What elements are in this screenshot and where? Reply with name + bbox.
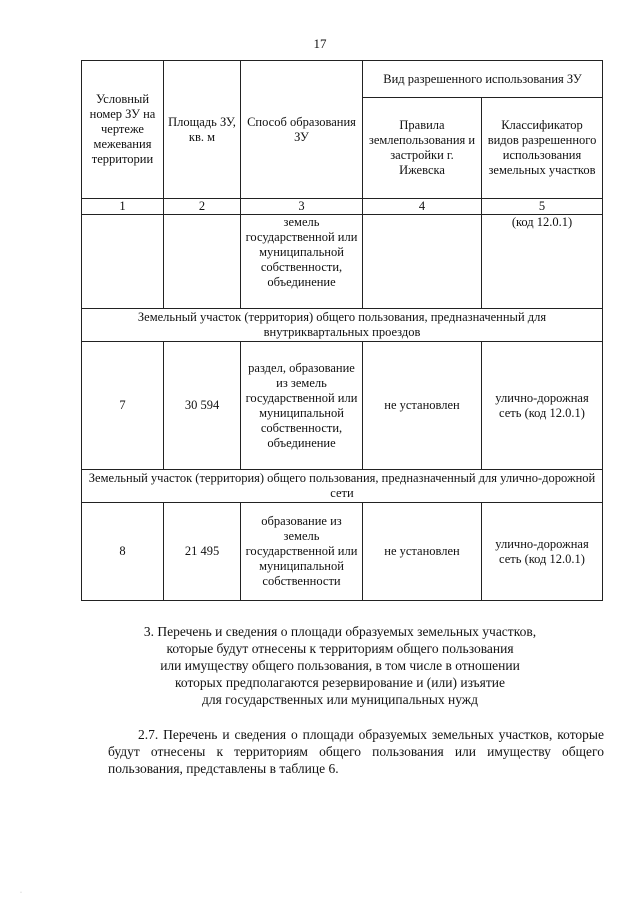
plot-zoning-rules: не установлен <box>363 342 482 470</box>
page-number: 17 <box>313 36 327 51</box>
header-permitted-use-group: Вид разрешенного использования ЗУ <box>363 61 603 98</box>
paragraph-text: 2.7. Перечень и сведения о площади образуемых земельных участков, которые будут отнесены к территориям общего пользования или имуществу общего пользования, представлены в таблице 6. <box>108 727 604 776</box>
continuation-rules <box>363 215 482 309</box>
plot-formation-method: образование из земель государственной или муниципальной собственности <box>241 503 363 601</box>
caption-line: которых предполагаются резервирование и (или) изъятие <box>175 675 505 690</box>
caption-line: или имуществу общего пользования, в том числе в отношении <box>160 658 520 673</box>
continuation-classifier: (код 12.0.1) <box>482 215 603 309</box>
plot-number: 8 <box>82 503 164 601</box>
table-row <box>82 342 603 470</box>
caption-line: 3. Перечень и сведения о площади образуемых земельных участков, <box>143 624 537 639</box>
section-row-internal-driveways <box>82 309 603 342</box>
plot-area: 30 594 <box>164 342 241 470</box>
plot-classifier: улично-дорожная сеть (код 12.0.1) <box>482 342 603 470</box>
plot-classifier: улично-дорожная сеть (код 12.0.1) <box>482 503 603 601</box>
caption-line: которые будут отнесены к территориям общего пользования <box>166 641 514 656</box>
header-zoning-rules: Правила землепользования и застройки г. Ижевска <box>363 98 482 199</box>
col-number-5: 5 <box>482 199 603 215</box>
column-numbers-row <box>82 199 603 215</box>
scan-dot: · <box>20 890 22 896</box>
continuation-row <box>82 215 603 309</box>
section-title: Земельный участок (территория) общего пользования, предназначенный для внутриквартальных проездов <box>82 309 603 342</box>
header-row-1 <box>82 61 603 98</box>
table-row <box>82 503 603 601</box>
caption-line: для государственных или муниципальных нужд <box>201 692 479 707</box>
continuation-area <box>164 215 241 309</box>
plot-zoning-rules: не установлен <box>363 503 482 601</box>
continuation-method: земель государственной или муниципальной собственности, объединение <box>241 215 363 309</box>
col-number-1: 1 <box>82 199 164 215</box>
header-area: Площадь ЗУ, кв. м <box>164 61 241 199</box>
col-number-3: 3 <box>241 199 363 215</box>
header-formation-method: Способ образования ЗУ <box>241 61 363 199</box>
header-plot-number: Условный номер ЗУ на чертеже межевания территории <box>82 61 164 199</box>
col-number-4: 4 <box>363 199 482 215</box>
section-row-road-network <box>82 470 603 503</box>
header-classifier: Классификатор видов разрешенного использования земельных участков <box>482 98 603 199</box>
plot-formation-method: раздел, образование из земель государственной или муниципальной собственности, объединение <box>241 342 363 470</box>
section-title: Земельный участок (территория) общего пользования, предназначенный для улично-дорожной сети <box>82 470 603 503</box>
plot-area: 21 495 <box>164 503 241 601</box>
section-caption <box>60 623 620 708</box>
continuation-num <box>82 215 164 309</box>
col-number-2: 2 <box>164 199 241 215</box>
body-paragraph <box>108 726 604 777</box>
plot-number: 7 <box>82 342 164 470</box>
land-plots-table <box>81 60 603 601</box>
